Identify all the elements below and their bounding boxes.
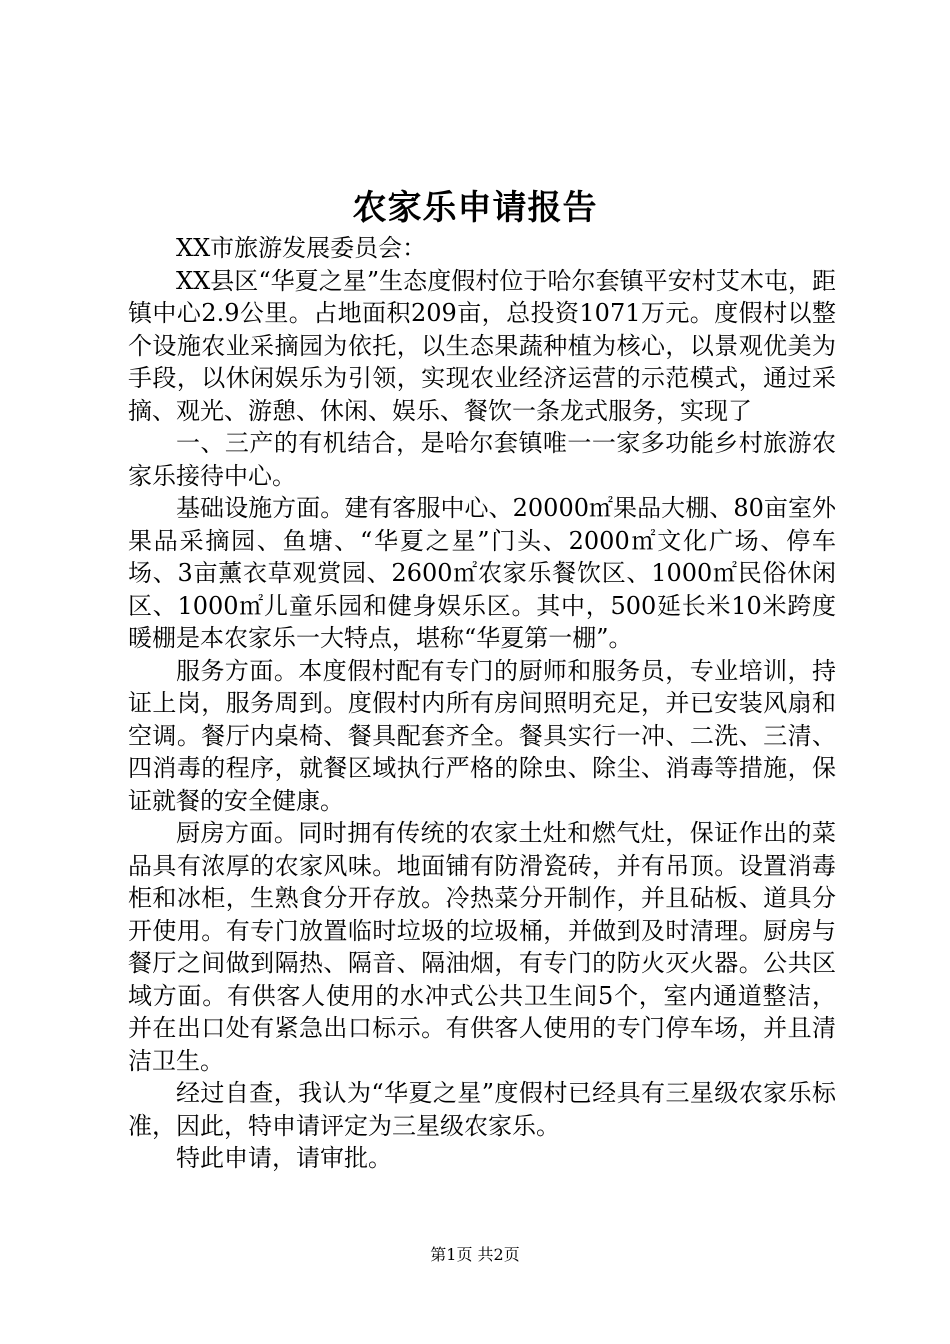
- service-paragraph: 服务方面。本度假村配有专门的厨师和服务员，专业培训，持证上岗，服务周到。度假村内所有房间照明充足，并已安装风扇和空调。餐厅内桌椅、餐具配套齐全。餐具实行一冲、二洗、三清、四消毒的程序，就餐区域执行严格的除虫、除尘、消毒等措施，保证就餐的安全健康。: [128, 656, 836, 815]
- salutation: XX市旅游发展委员会：: [176, 234, 427, 262]
- conclusion-paragraph: 经过自查，我认为“华夏之星”度假村已经具有三星级农家乐标准，因此，特申请评定为三星级农家乐。: [128, 1079, 836, 1140]
- document-title: 农家乐申请报告: [352, 188, 598, 228]
- integration-paragraph: 一、三产的有机结合，是哈尔套镇唯一一家多功能乡村旅游农家乐接待中心。: [128, 429, 836, 490]
- closing-paragraph: 特此申请，请审批。: [176, 1144, 392, 1172]
- document-body: [128, 232, 836, 1175]
- infrastructure-paragraph: 基础设施方面。建有客服中心、20000㎡果品大棚、80亩室外果品采摘园、鱼塘、“华夏之星”门头、2000㎡文化广场、停车场、3亩薰衣草观赏园、2600㎡农家乐餐饮区、1000㎡民俗休闲区、1000㎡儿童乐园和健身娱乐区。其中，500延长米10米跨度暖棚是本农家乐一大特点，堪称“华夏第一棚”。: [128, 494, 836, 652]
- intro-paragraph: XX县区“华夏之星”生态度假村位于哈尔套镇平安村艾木屯，距镇中心2.9公里。占地面积209亩，总投资1071万元。度假村以整个设施农业采摘园为依托，以生态果蔬种植为核心，以景观优美为手段，以休闲娱乐为引领，实现农业经济运营的示范模式，通过采摘、观光、游憩、休闲、娱乐、餐饮一条龙式服务，实现了: [128, 266, 836, 425]
- page-number-footer: 第1页 共2页: [430, 1245, 520, 1264]
- kitchen-paragraph: 厨房方面。同时拥有传统的农家土灶和燃气灶，保证作出的菜品具有浓厚的农家风味。地面铺有防滑瓷砖，并有吊顶。设置消毒柜和冰柜，生熟食分开存放。冷热菜分开制作，并且砧板、道具分开使用。有专门放置临时垃圾的垃圾桶，并做到及时清理。厨房与餐厅之间做到隔热、隔音、隔油烟，有专门的防火灭火器。公共区域方面。有供客人使用的水冲式公共卫生间5个，室内通道整洁，并在出口处有紧急出口标示。有供客人使用的专门停车场，并且清洁卫生。: [128, 819, 836, 1075]
